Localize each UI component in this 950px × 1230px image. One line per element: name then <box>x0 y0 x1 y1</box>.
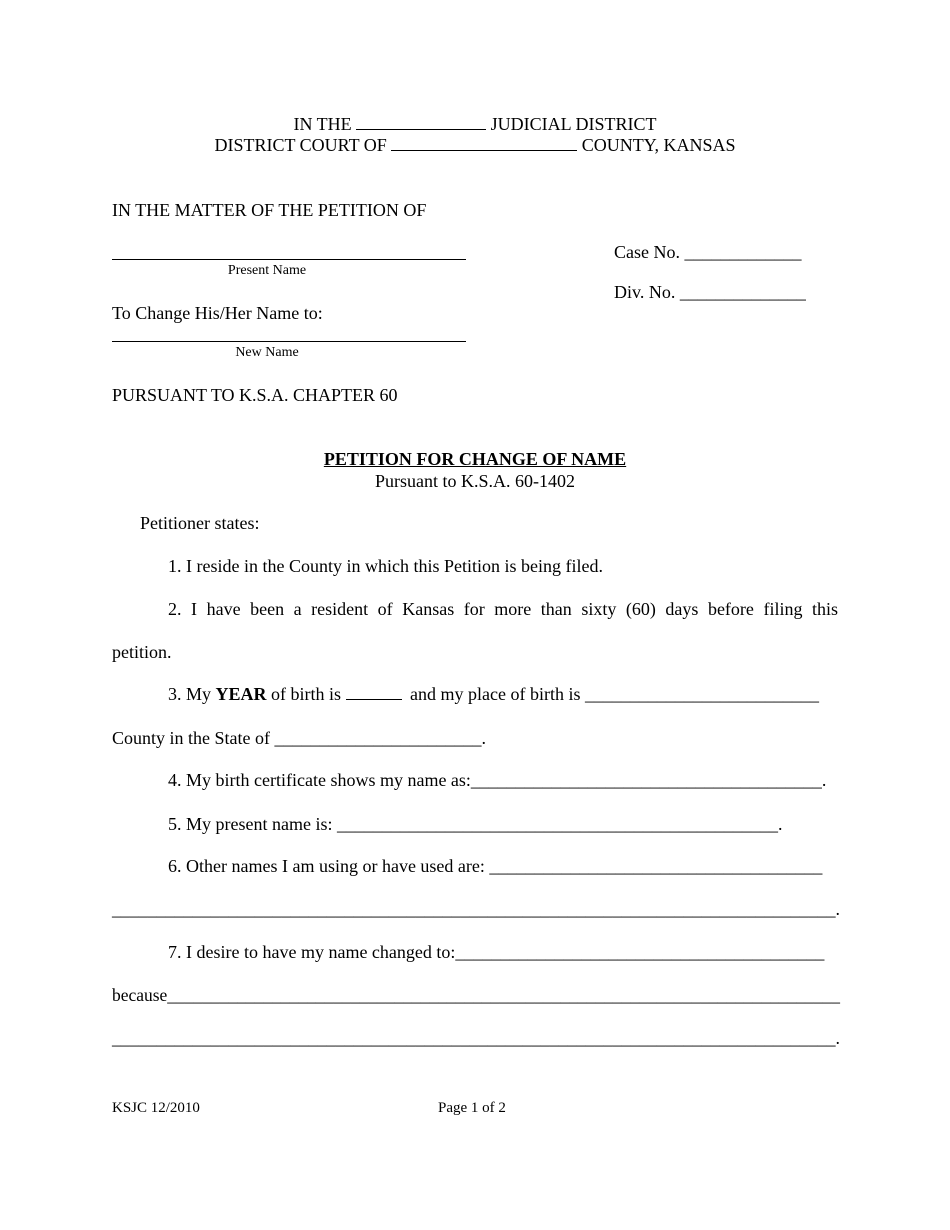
statement-3-cont: County in the State of _______________________. <box>112 728 486 748</box>
present-name-label: Present Name <box>227 263 307 278</box>
caption-judicial-district: JUDICIAL DISTRICT <box>490 114 657 134</box>
caption-in-the: IN THE <box>293 114 352 134</box>
statement-6-cont: _________________________________________________________________________________. <box>112 899 840 919</box>
caption-district-court-of: DISTRICT COURT OF <box>214 135 387 155</box>
change-name-to-label: To Change His/Her Name to: <box>112 303 323 323</box>
new-name-label: New Name <box>235 345 299 360</box>
statement-1: 1. I reside in the County in which this Petition is being filed. <box>168 556 603 576</box>
petitioner-states: Petitioner states: <box>140 513 260 533</box>
statement-7: 7. I desire to have my name changed to:_________________________________________ <box>168 942 825 962</box>
caption-county-kansas: COUNTY, KANSAS <box>581 135 736 155</box>
statement-2: 2. I have been a resident of Kansas for more than sixty (60) days before filing this <box>168 599 838 619</box>
page-number: Page 1 of 2 <box>438 1100 506 1116</box>
statement-3-my: 3. My <box>168 684 212 704</box>
petition-title: PETITION FOR CHANGE OF NAME <box>323 449 627 469</box>
statement-3-of-birth: of birth is <box>271 684 342 704</box>
new-name-line[interactable] <box>112 341 466 342</box>
case-number: Case No. _____________ <box>614 242 802 262</box>
statement-3-place: and my place of birth is __________________________ <box>410 684 819 704</box>
matter-heading: IN THE MATTER OF THE PETITION OF <box>112 200 427 220</box>
petition-subtitle: Pursuant to K.S.A. 60-1402 <box>374 471 575 491</box>
statement-7-cont: _________________________________________________________________________________. <box>112 1028 840 1048</box>
form-id: KSJC 12/2010 <box>112 1100 200 1116</box>
county-blank[interactable] <box>391 150 577 151</box>
pursuant-chapter: PURSUANT TO K.S.A. CHAPTER 60 <box>112 385 398 405</box>
statement-3 <box>168 685 819 703</box>
statement-5: 5. My present name is: _________________________________________________. <box>168 814 783 834</box>
birth-year-blank[interactable] <box>346 699 402 700</box>
statement-3-year: YEAR <box>215 684 267 704</box>
statement-2-cont: petition. <box>112 642 172 662</box>
statement-6: 6. Other names I am using or have used are: _____________________________________ <box>168 856 823 876</box>
judicial-district-blank[interactable] <box>356 129 486 130</box>
statement-7-because: because_____________________________________________________________________________ <box>112 985 840 1005</box>
statement-4: 4. My birth certificate shows my name as:_______________________________________. <box>168 770 827 790</box>
division-number: Div. No. ______________ <box>614 282 806 302</box>
caption-line-2 <box>0 136 950 154</box>
caption-line-1 <box>0 115 950 133</box>
present-name-line[interactable] <box>112 259 466 260</box>
